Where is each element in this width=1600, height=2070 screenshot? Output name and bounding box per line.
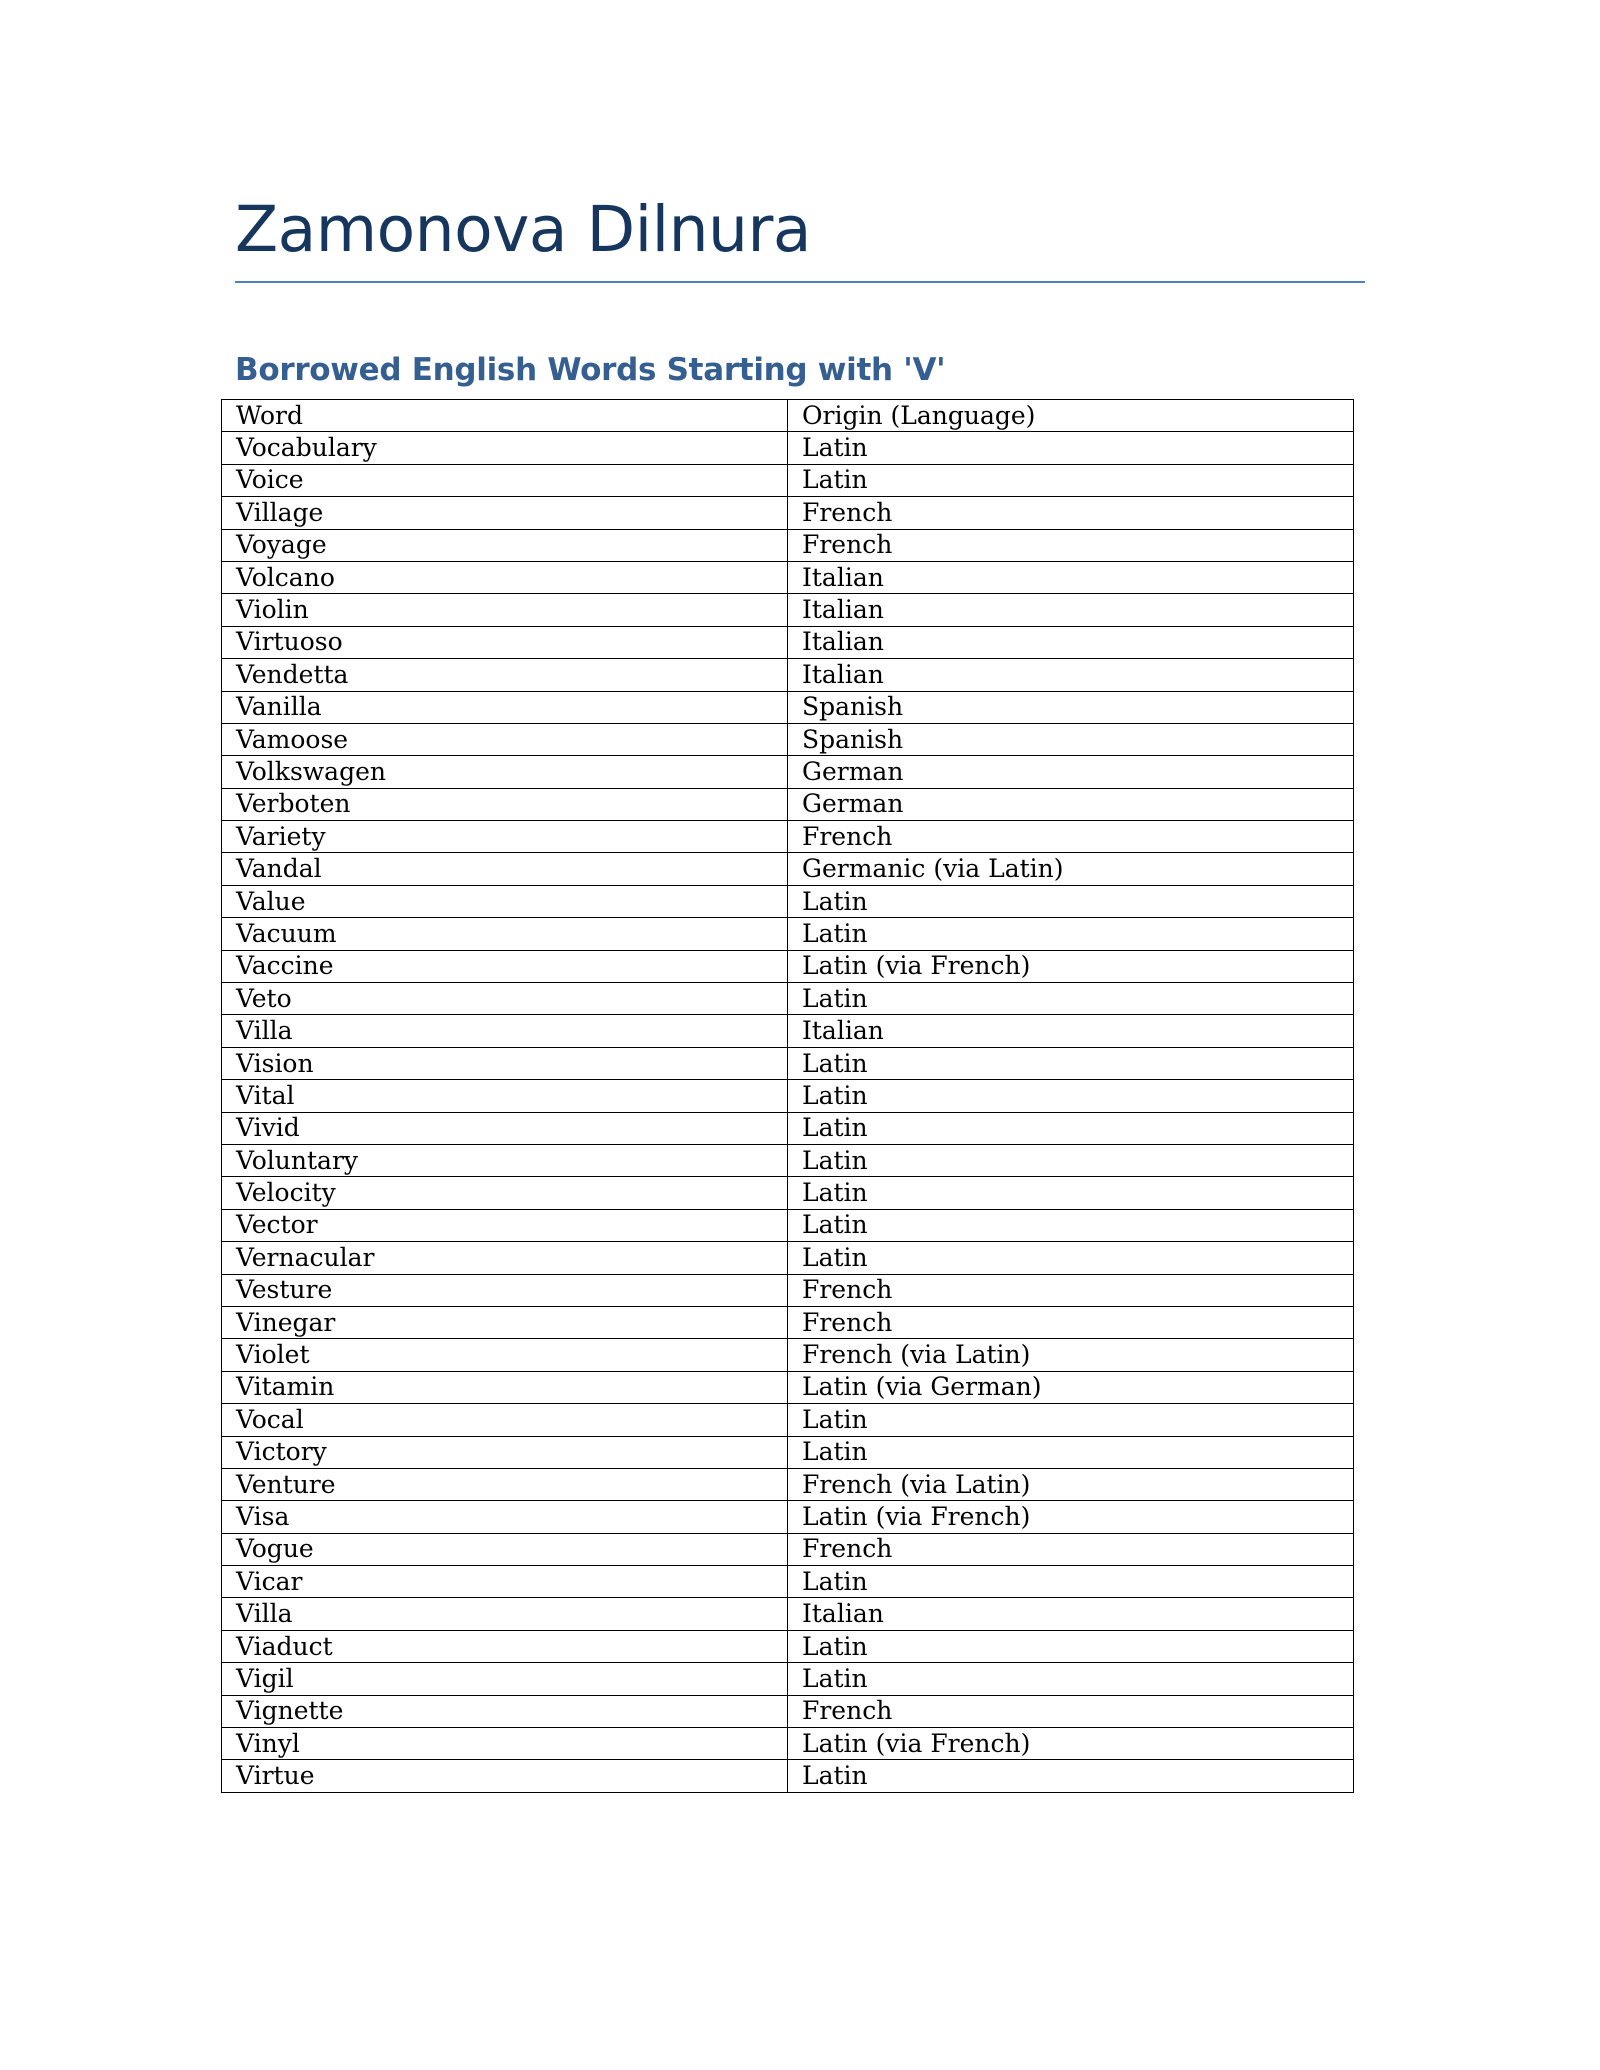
word-cell: Vital	[222, 1080, 788, 1112]
word-cell: Vocabulary	[222, 432, 788, 464]
table-row	[222, 529, 1354, 561]
word-cell: Vinegar	[222, 1306, 788, 1338]
origin-cell: Latin	[788, 1080, 1354, 1112]
word-cell: Voyage	[222, 529, 788, 561]
origin-cell: Italian	[788, 626, 1354, 658]
table-row	[222, 853, 1354, 885]
word-cell: Viaduct	[222, 1630, 788, 1662]
table-row	[222, 1112, 1354, 1144]
table-row	[222, 1015, 1354, 1047]
word-cell: Venture	[222, 1468, 788, 1500]
word-cell: Virtuoso	[222, 626, 788, 658]
table-row	[222, 1663, 1354, 1695]
table-row	[222, 594, 1354, 626]
word-cell: Village	[222, 497, 788, 529]
table-row	[222, 1371, 1354, 1403]
table-row	[222, 1177, 1354, 1209]
origin-cell: French	[788, 1695, 1354, 1727]
origin-cell: Latin	[788, 1209, 1354, 1241]
origin-cell: German	[788, 788, 1354, 820]
origin-cell: Italian	[788, 1598, 1354, 1630]
table-row	[222, 464, 1354, 496]
origin-cell: Germanic (via Latin)	[788, 853, 1354, 885]
word-cell: Violin	[222, 594, 788, 626]
table-row	[222, 1533, 1354, 1565]
word-cell: Volkswagen	[222, 756, 788, 788]
borrowed-words-table	[221, 399, 1354, 1793]
header-origin: Origin (Language)	[788, 400, 1354, 432]
word-cell: Variety	[222, 821, 788, 853]
origin-cell: Italian	[788, 561, 1354, 593]
word-cell: Veto	[222, 983, 788, 1015]
origin-cell: Latin	[788, 1566, 1354, 1598]
section-heading: Borrowed English Words Starting with 'V'	[235, 352, 946, 388]
word-cell: Voluntary	[222, 1144, 788, 1176]
origin-cell: Italian	[788, 1015, 1354, 1047]
table-row	[222, 691, 1354, 723]
word-cell: Vamoose	[222, 723, 788, 755]
origin-cell: Latin (via French)	[788, 1728, 1354, 1760]
table-row	[222, 1728, 1354, 1760]
table-row	[222, 983, 1354, 1015]
origin-cell: Italian	[788, 659, 1354, 691]
origin-cell: Latin	[788, 983, 1354, 1015]
word-cell: Vandal	[222, 853, 788, 885]
word-cell: Vivid	[222, 1112, 788, 1144]
origin-cell: French	[788, 1533, 1354, 1565]
word-cell: Violet	[222, 1339, 788, 1371]
table-row	[222, 1468, 1354, 1500]
word-cell: Vitamin	[222, 1371, 788, 1403]
origin-cell: Latin (via German)	[788, 1371, 1354, 1403]
table-row	[222, 626, 1354, 658]
origin-cell: Latin	[788, 1144, 1354, 1176]
origin-cell: Spanish	[788, 723, 1354, 755]
origin-cell: Latin	[788, 1404, 1354, 1436]
origin-cell: Latin	[788, 1760, 1354, 1792]
origin-cell: Italian	[788, 594, 1354, 626]
table-row	[222, 1695, 1354, 1727]
origin-cell: Latin	[788, 918, 1354, 950]
word-cell: Vesture	[222, 1274, 788, 1306]
table-row	[222, 1630, 1354, 1662]
table-row	[222, 1501, 1354, 1533]
table-row	[222, 561, 1354, 593]
table-body	[222, 400, 1354, 1793]
word-cell: Visa	[222, 1501, 788, 1533]
document-title: Zamonova Dilnura	[235, 193, 811, 266]
word-cell: Vendetta	[222, 659, 788, 691]
origin-cell: Latin	[788, 1436, 1354, 1468]
word-cell: Vaccine	[222, 950, 788, 982]
table-row	[222, 1306, 1354, 1338]
table-row	[222, 1566, 1354, 1598]
origin-cell: Latin	[788, 1112, 1354, 1144]
word-cell: Victory	[222, 1436, 788, 1468]
table-row	[222, 821, 1354, 853]
table-row	[222, 1274, 1354, 1306]
word-cell: Vigil	[222, 1663, 788, 1695]
word-cell: Villa	[222, 1598, 788, 1630]
table-row	[222, 497, 1354, 529]
word-cell: Villa	[222, 1015, 788, 1047]
table-row	[222, 950, 1354, 982]
origin-cell: French	[788, 497, 1354, 529]
table-row	[222, 432, 1354, 464]
table-row	[222, 1242, 1354, 1274]
table-row	[222, 1760, 1354, 1792]
word-cell: Vector	[222, 1209, 788, 1241]
table-row	[222, 788, 1354, 820]
word-cell: Vacuum	[222, 918, 788, 950]
word-cell: Volcano	[222, 561, 788, 593]
origin-cell: Latin (via French)	[788, 1501, 1354, 1533]
table-row	[222, 1436, 1354, 1468]
word-cell: Vision	[222, 1047, 788, 1079]
word-cell: Vanilla	[222, 691, 788, 723]
table-row	[222, 723, 1354, 755]
origin-cell: French	[788, 529, 1354, 561]
origin-cell: Latin	[788, 1630, 1354, 1662]
origin-cell: Latin	[788, 885, 1354, 917]
origin-cell: Latin	[788, 1177, 1354, 1209]
table-row	[222, 1047, 1354, 1079]
origin-cell: Latin	[788, 1047, 1354, 1079]
title-underline-rule	[235, 281, 1365, 283]
word-cell: Vogue	[222, 1533, 788, 1565]
origin-cell: French (via Latin)	[788, 1468, 1354, 1500]
table-row	[222, 1339, 1354, 1371]
word-cell: Vocal	[222, 1404, 788, 1436]
origin-cell: Latin	[788, 432, 1354, 464]
origin-cell: French	[788, 821, 1354, 853]
table-header-row	[222, 400, 1354, 432]
word-cell: Vinyl	[222, 1728, 788, 1760]
table-row	[222, 1598, 1354, 1630]
origin-cell: French (via Latin)	[788, 1339, 1354, 1371]
table-row	[222, 1209, 1354, 1241]
table-row	[222, 659, 1354, 691]
word-cell: Vernacular	[222, 1242, 788, 1274]
word-cell: Vicar	[222, 1566, 788, 1598]
origin-cell: French	[788, 1306, 1354, 1338]
origin-cell: Latin (via French)	[788, 950, 1354, 982]
word-cell: Verboten	[222, 788, 788, 820]
word-cell: Vignette	[222, 1695, 788, 1727]
word-cell: Virtue	[222, 1760, 788, 1792]
word-cell: Value	[222, 885, 788, 917]
origin-cell: Latin	[788, 1242, 1354, 1274]
origin-cell: Spanish	[788, 691, 1354, 723]
table-row	[222, 918, 1354, 950]
table-row	[222, 1144, 1354, 1176]
table-row	[222, 885, 1354, 917]
table-row	[222, 756, 1354, 788]
table-row	[222, 1080, 1354, 1112]
header-word: Word	[222, 400, 788, 432]
word-cell: Velocity	[222, 1177, 788, 1209]
origin-cell: French	[788, 1274, 1354, 1306]
table-row	[222, 1404, 1354, 1436]
word-cell: Voice	[222, 464, 788, 496]
origin-cell: Latin	[788, 464, 1354, 496]
origin-cell: Latin	[788, 1663, 1354, 1695]
origin-cell: German	[788, 756, 1354, 788]
